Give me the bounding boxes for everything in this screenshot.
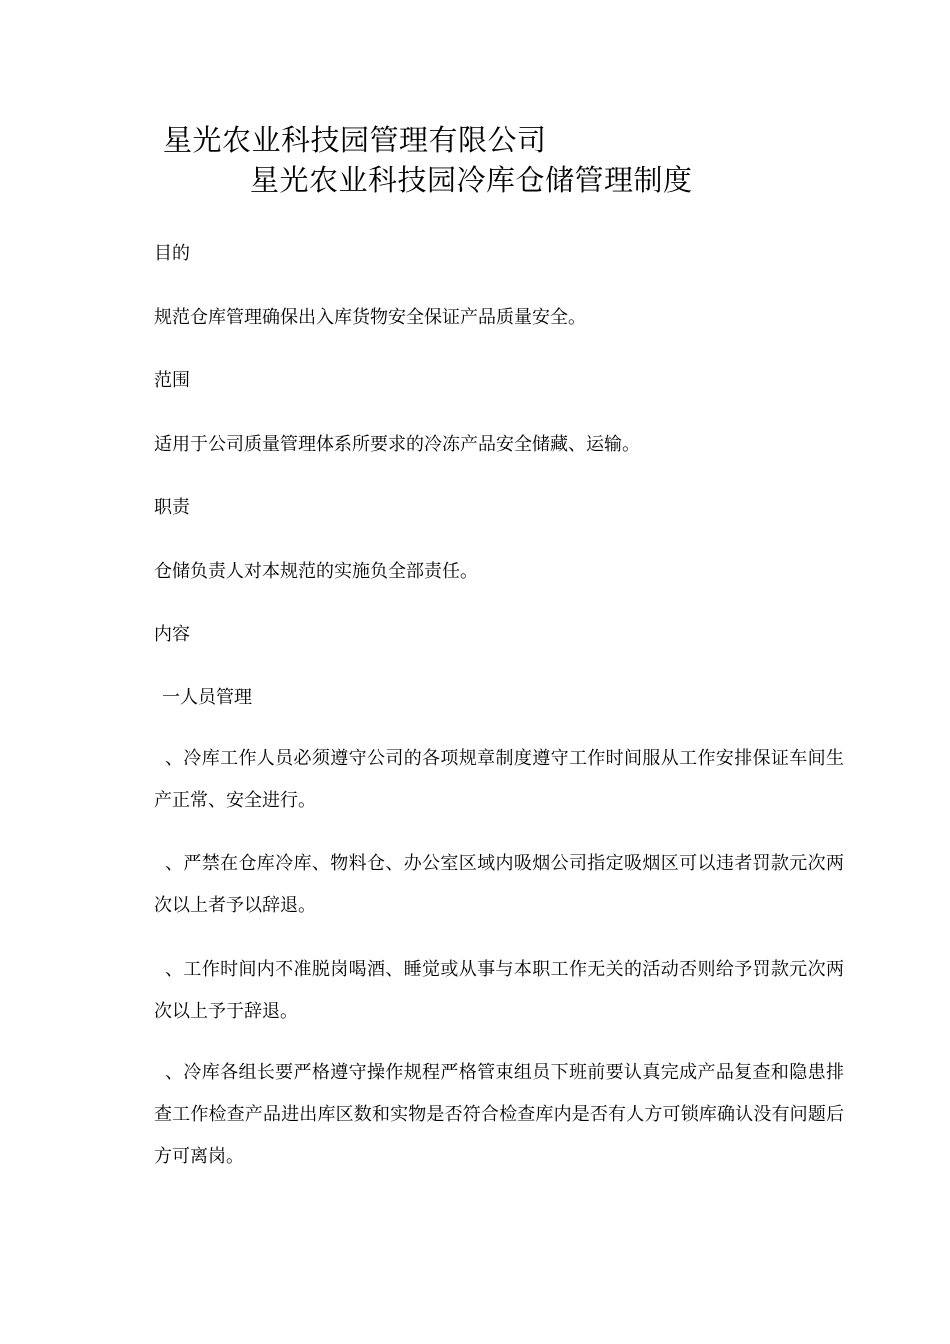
list-item: 、冷库工作人员必须遵守公司的各项规章制度遵守工作时间服从工作安排保证车间生产正常、安全进行。 xyxy=(154,748,844,811)
duty-heading: 职责 xyxy=(154,497,190,518)
scope-heading: 范围 xyxy=(154,370,190,391)
list-item: 、冷库各组长要严格遵守操作规程严格管束组员下班前要认真完成产品复查和隐患排查工作检查产品进出库区数和实物是否符合检查库内是否有人方可锁库确认没有问题后方可离岗。 xyxy=(154,1062,844,1167)
list-item: 、工作时间内不准脱岗喝酒、睡觉或从事与本职工作无关的活动否则给予罚款元次两次以上予于辞退。 xyxy=(154,959,844,1022)
list-item: 、严禁在仓库冷库、物料仓、办公室区域内吸烟公司指定吸烟区可以违者罚款元次两次以上者予以辞退。 xyxy=(154,853,844,916)
scope-text: 适用于公司质量管理体系所要求的冷冻产品安全储藏、运输。 xyxy=(154,434,640,455)
document-title: 星光农业科技园冷库仓储管理制度 xyxy=(250,163,693,197)
company-title: 星光农业科技园管理有限公司 xyxy=(163,123,547,157)
purpose-heading: 目的 xyxy=(154,243,190,264)
purpose-text: 规范仓库管理确保出入库货物安全保证产品质量安全。 xyxy=(154,307,586,328)
duty-text: 仓储负责人对本规范的实施负全部责任。 xyxy=(154,561,478,582)
content-heading: 内容 xyxy=(154,624,190,645)
personnel-heading: 一人员管理 xyxy=(162,687,252,708)
